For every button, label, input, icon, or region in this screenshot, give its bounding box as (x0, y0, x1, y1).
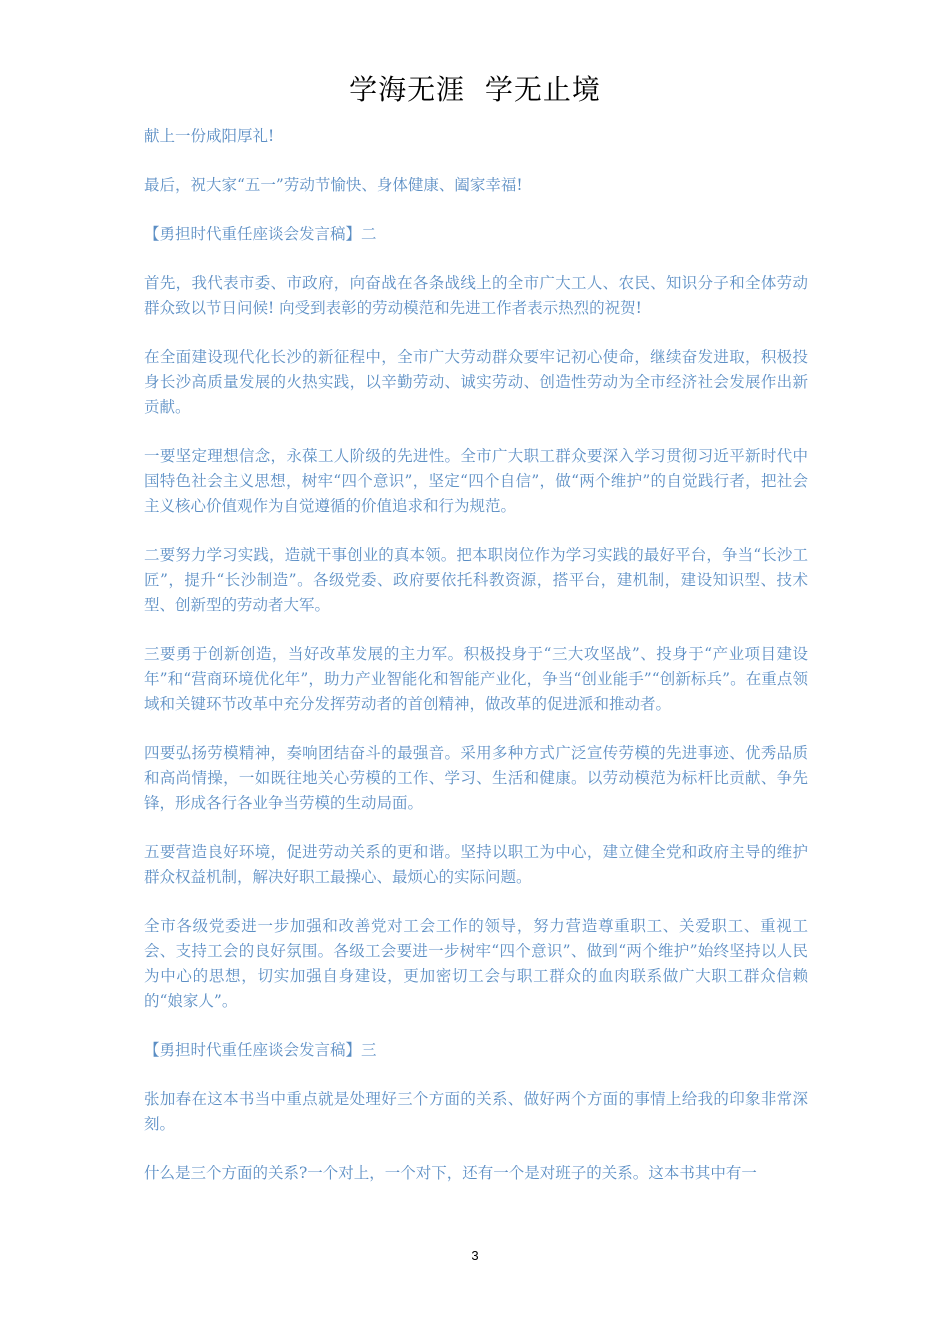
paragraph-new-journey: 在全面建设现代化长沙的新征程中，全市广大劳动群众要牢记初心使命，继续奋发进取，积极投身长沙高质量发展的火热实践，以辛勤劳动、诚实劳动、创造性劳动为全市经济社会发展作出新贡献。 (144, 348, 808, 416)
paragraph-point-one: 一要坚定理想信念，永葆工人阶级的先进性。全市广大职工群众要深入学习贯彻习近平新时代中国特色社会主义思想，树牢“四个意识”，坚定“四个自信”，做“两个维护”的自觉践行者，把社会主义核心价值观作为自觉遵循的价值追求和行为规范。 (144, 447, 808, 515)
paragraph-gift: 献上一份咸阳厚礼! (144, 127, 275, 145)
paragraph-point-four: 四要弘扬劳模精神，奏响团结奋斗的最强音。采用多种方式广泛宣传劳模的先进事迹、优秀品质和高尚情操，一如既往地关心劳模的工作、学习、生活和健康。以劳动模范为标杆比贡献、争先锋，形成各行各业争当劳模的生动局面。 (144, 744, 808, 812)
page-number: 3 (471, 1248, 479, 1263)
section-heading-three: 【勇担时代重任座谈会发言稿】三 (144, 1041, 377, 1059)
paragraph-point-two: 二要努力学习实践，造就干事创业的真本领。把本职岗位作为学习实践的最好平台，争当“长沙工匠”，提升“长沙制造”。各级党委、政府要依托科教资源，搭平台，建机制，建设知识型、技术型、创新型的劳动者大军。 (144, 546, 808, 614)
document-body (144, 124, 808, 1210)
paragraph-point-five: 五要营造良好环境，促进劳动关系的更和谐。坚持以职工为中心，建立健全党和政府主导的维护群众权益机制，解决好职工最操心、最烦心的实际问题。 (144, 843, 808, 886)
paragraph-book-impression: 张加春在这本书当中重点就是处理好三个方面的关系、做好两个方面的事情上给我的印象非常深刻。 (144, 1090, 808, 1133)
page-header-title: 学海无涯 学无止境 (349, 73, 601, 106)
paragraph-point-three: 三要勇于创新创造，当好改革发展的主力军。积极投身于“三大攻坚战”、投身于“产业项目建设年”和“营商环境优化年”，助力产业智能化和智能产业化，争当“创业能手”“创新标兵”。在重点领域和关键环节改革中充分发挥劳动者的首创精神，做改革的促进派和推动者。 (144, 645, 808, 713)
paragraph-greetings: 首先，我代表市委、市政府，向奋战在各条战线上的全市广大工人、农民、知识分子和全体劳动群众致以节日问候! 向受到表彰的劳动模范和先进工作者表示热烈的祝贺! (144, 274, 808, 317)
section-heading-two: 【勇担时代重任座谈会发言稿】二 (144, 225, 377, 243)
paragraph-three-relations: 什么是三个方面的关系?一个对上，一个对下，还有一个是对班子的关系。这本书其中有一 (144, 1164, 757, 1182)
paragraph-wishes: 最后，祝大家“五一”劳动节愉快、身体健康、阖家幸福! (144, 176, 523, 194)
paragraph-party-committees: 全市各级党委进一步加强和改善党对工会工作的领导，努力营造尊重职工、关爱职工、重视工会、支持工会的良好氛围。各级工会要进一步树牢“四个意识”、做到“两个维护”始终坚持以人民为中心的思想，切实加强自身建设，更加密切工会与职工群众的血肉联系做广大职工群众信赖的“娘家人”。 (144, 917, 808, 1010)
